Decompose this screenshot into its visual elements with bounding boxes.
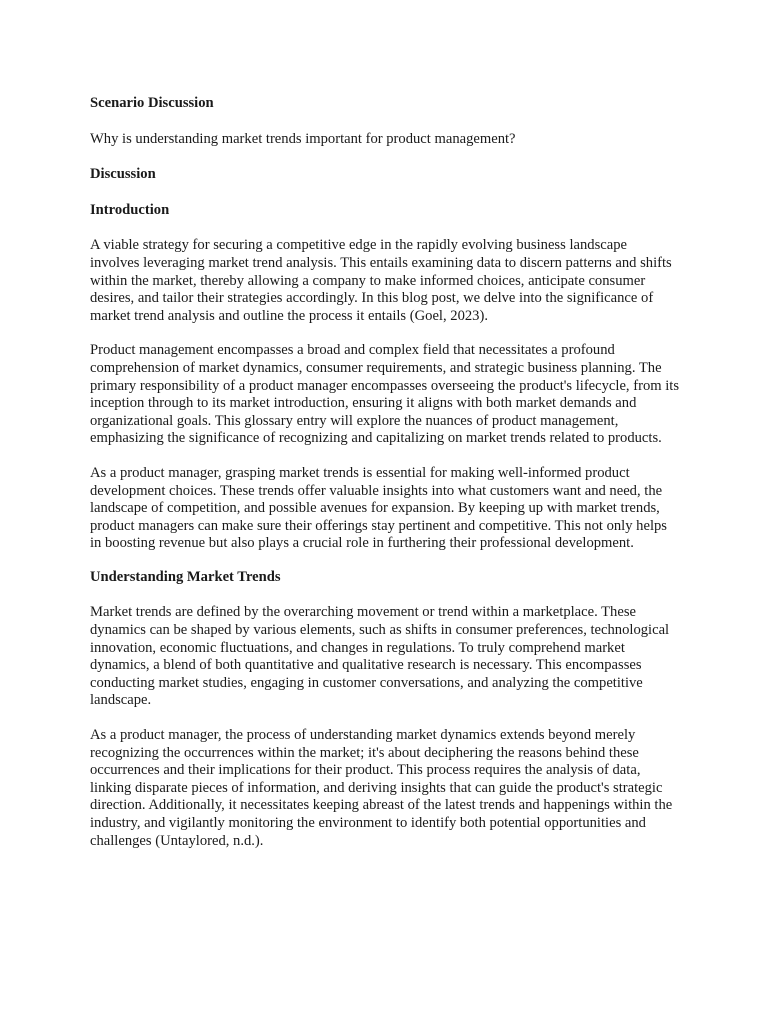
understanding-heading: Understanding Market Trends [90, 568, 281, 585]
introduction-heading: Introduction [90, 201, 170, 218]
document-page [90, 95, 680, 850]
intro-paragraph-1: A viable strategy for securing a competitive edge in the rapidly evolving business landscape involves leveraging market trend analysis. This entails examining data to discern patterns and shifts within the market, thereby allowing a company to make informed choices, anticipate consumer desires, and tailor their strategies accordingly. In this blog post, we delve into the significance of market trend analysis and outline the process it entails (Goel, 2023). [90, 237, 672, 324]
intro-paragraph-3: As a product manager, grasping market trends is essential for making well-informed product development choices. These trends offer valuable insights into what customers want and need, the landscape of competition, and possible avenues for expansion. By keeping up with market trends, product managers can make sure their offerings stay pertinent and competitive. This not only helps in boosting revenue but also plays a crucial role in furthering their professional development. [90, 464, 667, 552]
question-text: Why is understanding market trends important for product management? [90, 130, 516, 147]
scenario-heading: Scenario Discussion [90, 95, 214, 111]
discussion-heading: Discussion [90, 166, 156, 183]
intro-paragraph-2: Product management encompasses a broad and complex field that necessitates a profound comprehension of market dynamics, consumer requirements, and strategic business planning. The primary responsibility of a product manager encompasses overseeing the product's lifecycle, from its inception through to its market introduction, ensuring it aligns with both market demands and organizational goals. This glossary entry will explore the nuances of product management, emphasizing the significance of recognizing and capitalizing on market trends related to products. [90, 342, 680, 447]
understanding-paragraph-1: Market trends are defined by the overarching movement or trend within a marketplace. These dynamics can be shaped by various elements, such as shifts in consumer preferences, technological innovation, economic fluctuations, and changes in regulations. To truly comprehend market dynamics, a blend of both quantitative and qualitative research is necessary. This encompasses conducting market studies, engaging in customer conversations, and analyzing the competitive landscape. [90, 604, 670, 709]
understanding-paragraph-2: As a product manager, the process of understanding market dynamics extends beyond merely recognizing the occurrences within the market; it's about deciphering the reasons behind these occurrences and their implications for their product. This process requires the analysis of data, linking disparate pieces of information, and deriving insights that can guide the product's strategic direction. Additionally, it necessitates keeping abreast of the latest trends and happenings within the industry, and vigilantly monitoring the environment to identify both potential opportunities and challenges (Untaylored, n.d.). [90, 727, 673, 849]
